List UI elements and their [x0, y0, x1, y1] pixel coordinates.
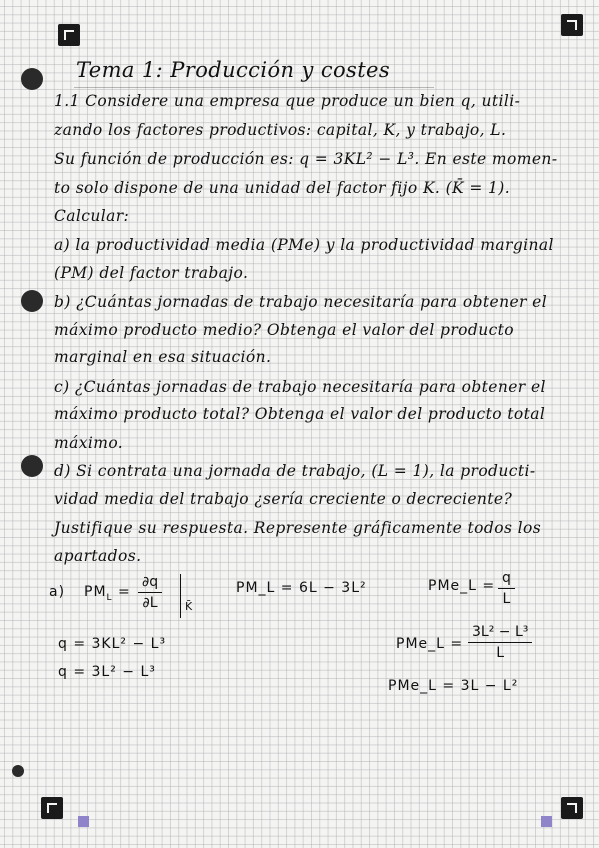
text-line: máximo producto total? Obtenga el valor del producto total — [54, 405, 546, 423]
corner-mark-bottom-right — [561, 797, 583, 819]
answer-label-a: a) — [49, 584, 66, 600]
text-line: (PM) del factor trabajo. — [54, 264, 249, 282]
evaluation-bar — [180, 574, 181, 618]
binder-hole — [21, 455, 43, 477]
evaluated-at-k: K̄ — [185, 600, 194, 613]
production-function-fixed-k: q = 3L² − L³ — [58, 664, 156, 680]
average-product-final: PMe_L = 3L − L² — [388, 678, 519, 694]
marginal-product-result: PM_L = 6L − 3L² — [236, 580, 367, 596]
average-product-definition-lhs: PMe_L = — [428, 578, 496, 594]
average-product-step-lhs: PMe_L = — [396, 636, 464, 652]
text-line: c) ¿Cuántas jornadas de trabajo necesitaría para obtener el — [54, 378, 546, 396]
binder-hole — [21, 68, 43, 90]
marginal-product-symbol: $PM_L$ = — [84, 584, 131, 603]
text-line: Su función de producción es: q = 3KL² − L³. En este momen- — [54, 150, 558, 168]
text-line: 1.1 Considere una empresa que produce un bien q, utili- — [54, 92, 521, 110]
text-line: máximo. — [54, 434, 124, 452]
average-product-step-fraction: 3L² − L³ L — [468, 624, 532, 661]
corner-mark-bottom-left — [41, 797, 63, 819]
title-underline — [74, 87, 434, 88]
text-line: zando los factores productivos: capital, K, y trabajo, L. — [54, 121, 507, 139]
text-line: d) Si contrata una jornada de trabajo, (L = 1), la producti- — [54, 462, 536, 480]
production-function-general: q = 3KL² − L³ — [58, 636, 167, 652]
corner-square-bottom-right — [541, 816, 552, 827]
text-line: Justifique su respuesta. Represente gráficamente todos los — [54, 519, 542, 537]
partial-derivative-fraction: ∂q ∂L — [138, 574, 162, 611]
binder-hole — [21, 290, 43, 312]
text-line: b) ¿Cuántas jornadas de trabajo necesitaría para obtener el — [54, 293, 548, 311]
binder-hole — [12, 765, 24, 777]
text-line: to solo dispone de una unidad del factor fijo K. (K̄ = 1). — [54, 179, 511, 197]
corner-mark-top-left — [58, 24, 80, 46]
text-line: a) la productividad media (PMe) y la productividad marginal — [54, 236, 554, 254]
page-title: Tema 1: Producción y costes — [76, 58, 391, 82]
text-line: vidad media del trabajo ¿sería creciente o decreciente? — [54, 490, 513, 508]
text-line: marginal en esa situación. — [54, 348, 272, 366]
text-line: Calcular: — [54, 207, 130, 225]
corner-square-bottom-left — [78, 816, 89, 827]
average-product-definition-fraction: q L — [498, 570, 515, 607]
corner-mark-top-right — [561, 14, 583, 36]
text-line: máximo producto medio? Obtenga el valor del producto — [54, 321, 515, 339]
text-line: apartados. — [54, 547, 142, 565]
